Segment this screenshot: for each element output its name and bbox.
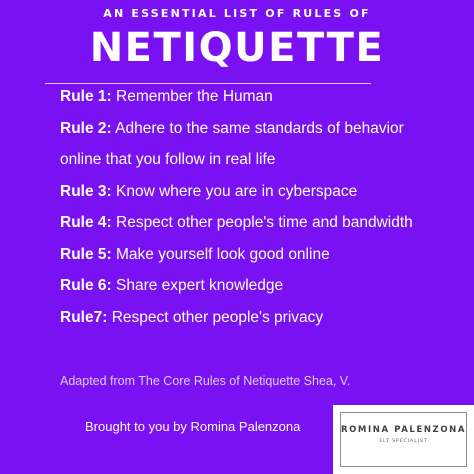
logo-subtitle: ELT SPECIALIST (379, 439, 428, 444)
rule-7 (60, 308, 413, 340)
rule-3-label: Rule 3: (60, 182, 112, 200)
title-underline (45, 83, 371, 84)
rule-3-text: Know where you are in cyberspace (116, 182, 358, 200)
rule-5 (60, 245, 413, 277)
rule-2-continued (60, 150, 413, 182)
rule-5-label: Rule 5: (60, 245, 112, 263)
rule-7-label: Rule7: (60, 308, 108, 326)
page-title: NETIQUETTE (89, 25, 385, 71)
header-kicker: AN ESSENTIAL LIST OF RULES OF (103, 7, 371, 20)
rule-7-text: Respect other people's privacy (111, 308, 324, 326)
rule-2 (60, 119, 413, 151)
author-credit: Brought to you by Romina Palenzona (85, 419, 301, 434)
rule-1 (60, 87, 413, 119)
rule-2-text-continued: online that you follow in real life (60, 151, 276, 168)
author-logo (333, 405, 474, 474)
rule-5-text: Make yourself look good online (116, 245, 330, 263)
rule-6 (60, 276, 413, 308)
rule-6-label: Rule 6: (60, 277, 112, 294)
rule-3 (60, 182, 413, 214)
rule-4-text: Respect other people's time and bandwidth (116, 214, 413, 231)
rule-2-label: Rule 2: (60, 119, 112, 137)
rule-4-label: Rule 4: (60, 214, 112, 231)
rule-1-label: Rule 1: (60, 88, 112, 105)
rule-4 (60, 213, 413, 245)
source-credit: Adapted from The Core Rules of Netiquette Shea, V. (60, 374, 351, 388)
rule-1-text: Remember the Human (116, 88, 273, 105)
rules-list (60, 87, 413, 339)
rule-6-text: Share expert knowledge (116, 277, 284, 294)
rule-2-text: Adhere to the same standards of behavior (115, 119, 404, 137)
logo-name: ROMINA PALENZONA (340, 425, 467, 435)
